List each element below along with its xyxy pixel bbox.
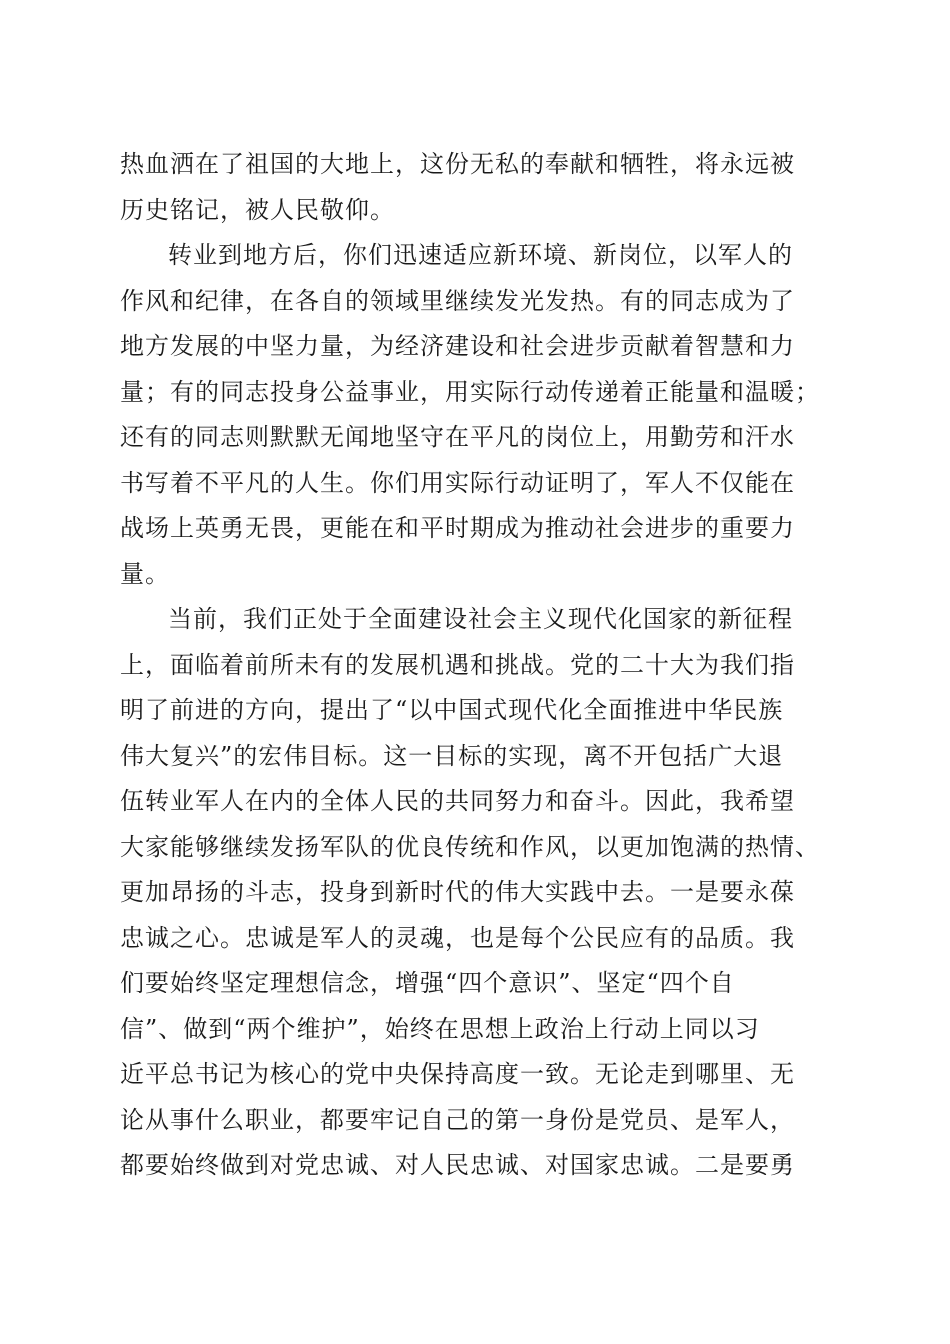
text-line: 伟大复兴”的宏伟目标。这一目标的实现，离不开包括广大退 [120, 741, 784, 770]
text-line: 都要始终做到对党忠诚、对人民忠诚、对国家忠诚。二是要勇 [120, 1151, 795, 1179]
text-line: 忠诚之心。忠诚是军人的灵魂，也是每个公民应有的品质。我 [120, 923, 795, 952]
text-line: 量；有的同志投身公益事业，用实际行动传递着正能量和温暖； [120, 377, 820, 406]
text-line: 们要始终坚定理想信念，增强“四个意识”、坚定“四个自 [120, 969, 735, 997]
paragraph-start-line: 当前，我们正处于全面建设社会主义现代化国家的新征程 [168, 605, 793, 633]
text-line: 大家能够继续发扬军队的优良传统和作风，以更加饱满的热情、 [120, 832, 820, 861]
text-line: 量。 [120, 559, 170, 588]
body-text [120, 142, 832, 1189]
text-line: 上，面临着前所未有的发展机遇和挑战。党的二十大为我们指 [120, 650, 795, 679]
text-line: 近平总书记为核心的党中央保持高度一致。无论走到哪里、无 [120, 1060, 795, 1088]
text-line: 历史铭记，被人民敬仰。 [120, 195, 395, 224]
text-line: 还有的同志则默默无闻地坚守在平凡的岗位上，用勤劳和汗水 [120, 423, 795, 451]
text-line: 书写着不平凡的人生。你们用实际行动证明了，军人不仅能在 [120, 468, 795, 497]
text-line: 作风和纪律，在各自的领域里继续发光发热。有的同志成为了 [120, 286, 795, 315]
text-line: 热血洒在了祖国的大地上，这份无私的奉献和牺牲，将永远被 [120, 150, 795, 178]
text-line: 战场上英勇无畏，更能在和平时期成为推动社会进步的重要力 [120, 514, 795, 542]
paragraph-start-line: 转业到地方后，你们迅速适应新环境、新岗位，以军人的 [168, 241, 793, 269]
text-line: 论从事什么职业，都要牢记自己的第一身份是党员、是军人， [120, 1105, 795, 1134]
text-line: 地方发展的中坚力量，为经济建设和社会进步贡献着智慧和力 [120, 332, 795, 360]
text-line: 伍转业军人在内的全体人民的共同努力和奋斗。因此，我希望 [120, 787, 795, 815]
text-line: 明了前进的方向，提出了“以中国式现代化全面推进中华民族 [120, 696, 784, 724]
text-line: 更加昂扬的斗志，投身到新时代的伟大实践中去。一是要永葆 [120, 878, 795, 906]
text-line: 信”、做到“两个维护”，始终在思想上政治上行动上同以习 [120, 1014, 760, 1043]
